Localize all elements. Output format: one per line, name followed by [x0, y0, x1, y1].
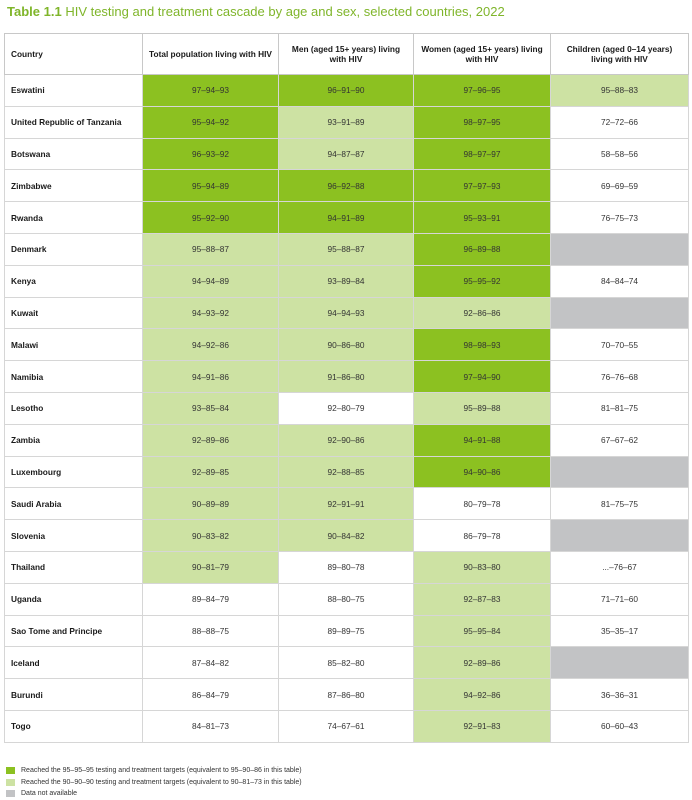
- table-row: [5, 106, 689, 138]
- country-name: Malawi: [5, 329, 143, 361]
- cell-children: 81–75–75: [551, 488, 689, 520]
- table-row: [5, 170, 689, 202]
- cell-children: 72–72–66: [551, 106, 689, 138]
- cell-men: 89–89–75: [279, 615, 414, 647]
- table-row: [5, 233, 689, 265]
- cell-men: 93–91–89: [279, 106, 414, 138]
- table-row: [5, 202, 689, 234]
- cell-women: 97–94–90: [414, 361, 551, 393]
- cell-women: 95–95–84: [414, 615, 551, 647]
- table-row: [5, 392, 689, 424]
- cell-total-population: 90–89–89: [143, 488, 279, 520]
- table-row: [5, 488, 689, 520]
- country-name: Burundi: [5, 679, 143, 711]
- country-name: Togo: [5, 710, 143, 742]
- header-men: Men (aged 15+ years) living with HIV: [279, 34, 414, 75]
- cell-women: 86–79–78: [414, 520, 551, 552]
- cell-children: 58–58–56: [551, 138, 689, 170]
- hiv-cascade-table: [4, 33, 689, 743]
- cell-men: 95–88–87: [279, 233, 414, 265]
- cell-men: 96–91–90: [279, 75, 414, 107]
- cell-children: 71–71–60: [551, 583, 689, 615]
- cell-men: 92–91–91: [279, 488, 414, 520]
- cell-women: 92–89–86: [414, 647, 551, 679]
- cell-women: 92–86–86: [414, 297, 551, 329]
- cell-children: ...–76–67: [551, 551, 689, 583]
- table-row: [5, 138, 689, 170]
- cell-women: 94–92–86: [414, 679, 551, 711]
- legend: [6, 765, 302, 800]
- table-row: [5, 297, 689, 329]
- country-name: Saudi Arabia: [5, 488, 143, 520]
- cell-children: 84–84–74: [551, 265, 689, 297]
- header-children: Children (aged 0–14 years) living with HIV: [551, 34, 689, 75]
- cell-women: 98–98–93: [414, 329, 551, 361]
- table-title-label: Table 1.1: [7, 4, 62, 19]
- cell-women: 94–90–86: [414, 456, 551, 488]
- table-body: [5, 75, 689, 743]
- cell-total-population: 94–92–86: [143, 329, 279, 361]
- country-name: Slovenia: [5, 520, 143, 552]
- cell-children: 76–76–68: [551, 361, 689, 393]
- cell-women: 94–91–88: [414, 424, 551, 456]
- header-women: Women (aged 15+ years) living with HIV: [414, 34, 551, 75]
- cell-children: [551, 233, 689, 265]
- country-name: Botswana: [5, 138, 143, 170]
- cell-women: 95–93–91: [414, 202, 551, 234]
- cell-men: 92–88–85: [279, 456, 414, 488]
- cell-women: 90–83–80: [414, 551, 551, 583]
- cell-total-population: 90–83–82: [143, 520, 279, 552]
- cell-men: 93–89–84: [279, 265, 414, 297]
- cell-total-population: 89–84–79: [143, 583, 279, 615]
- legend-swatch: [6, 790, 15, 797]
- cell-women: 97–97–93: [414, 170, 551, 202]
- legend-swatch: [6, 767, 15, 774]
- cell-children: 95–88–83: [551, 75, 689, 107]
- cell-men: 91–86–80: [279, 361, 414, 393]
- cell-total-population: 95–94–92: [143, 106, 279, 138]
- table-header-row: [5, 34, 689, 75]
- cell-total-population: 86–84–79: [143, 679, 279, 711]
- table-row: [5, 710, 689, 742]
- cell-total-population: 94–93–92: [143, 297, 279, 329]
- cell-women: 98–97–95: [414, 106, 551, 138]
- cell-men: 94–94–93: [279, 297, 414, 329]
- cell-men: 96–92–88: [279, 170, 414, 202]
- cell-children: 81–81–75: [551, 392, 689, 424]
- table-row: [5, 329, 689, 361]
- table-row: [5, 647, 689, 679]
- cell-men: 87–86–80: [279, 679, 414, 711]
- legend-item: [6, 765, 302, 776]
- cell-total-population: 97–94–93: [143, 75, 279, 107]
- cell-total-population: 94–91–86: [143, 361, 279, 393]
- cell-women: 92–91–83: [414, 710, 551, 742]
- cell-total-population: 94–94–89: [143, 265, 279, 297]
- legend-swatch: [6, 779, 15, 786]
- table-row: [5, 679, 689, 711]
- table-row: [5, 456, 689, 488]
- cell-total-population: 96–93–92: [143, 138, 279, 170]
- legend-text: Reached the 90–90–90 testing and treatment targets (equivalent to 90–81–73 in this table): [21, 778, 302, 786]
- country-name: Namibia: [5, 361, 143, 393]
- cell-women: 97–96–95: [414, 75, 551, 107]
- cell-children: [551, 520, 689, 552]
- cell-men: 90–86–80: [279, 329, 414, 361]
- country-name: Thailand: [5, 551, 143, 583]
- country-name: Lesotho: [5, 392, 143, 424]
- cell-children: 67–67–62: [551, 424, 689, 456]
- cell-men: 88–80–75: [279, 583, 414, 615]
- country-name: Kenya: [5, 265, 143, 297]
- cell-children: 69–69–59: [551, 170, 689, 202]
- table-title: [7, 4, 505, 19]
- table-row: [5, 615, 689, 647]
- cell-total-population: 92–89–86: [143, 424, 279, 456]
- cell-men: 94–87–87: [279, 138, 414, 170]
- cell-total-population: 92–89–85: [143, 456, 279, 488]
- cell-men: 74–67–61: [279, 710, 414, 742]
- cell-total-population: 90–81–79: [143, 551, 279, 583]
- country-name: Denmark: [5, 233, 143, 265]
- cell-children: [551, 456, 689, 488]
- cell-men: 90–84–82: [279, 520, 414, 552]
- cell-men: 85–82–80: [279, 647, 414, 679]
- table-row: [5, 551, 689, 583]
- cell-men: 92–90–86: [279, 424, 414, 456]
- table-row: [5, 520, 689, 552]
- cell-total-population: 84–81–73: [143, 710, 279, 742]
- country-name: Uganda: [5, 583, 143, 615]
- cell-children: 35–35–17: [551, 615, 689, 647]
- cell-women: 80–79–78: [414, 488, 551, 520]
- table-row: [5, 424, 689, 456]
- legend-text: Data not available: [21, 790, 78, 797]
- header-total-population: Total population living with HIV: [143, 34, 279, 75]
- country-name: Eswatini: [5, 75, 143, 107]
- country-name: Zimbabwe: [5, 170, 143, 202]
- cell-total-population: 95–88–87: [143, 233, 279, 265]
- cell-children: 70–70–55: [551, 329, 689, 361]
- cell-children: 36–36–31: [551, 679, 689, 711]
- cell-children: 60–60–43: [551, 710, 689, 742]
- country-name: Kuwait: [5, 297, 143, 329]
- cell-children: 76–75–73: [551, 202, 689, 234]
- table-row: [5, 361, 689, 393]
- country-name: Iceland: [5, 647, 143, 679]
- cell-women: 98–97–97: [414, 138, 551, 170]
- cell-children: [551, 647, 689, 679]
- cell-total-population: 87–84–82: [143, 647, 279, 679]
- country-name: Zambia: [5, 424, 143, 456]
- legend-item: [6, 788, 302, 799]
- cell-men: 94–91–89: [279, 202, 414, 234]
- legend-item: [6, 777, 302, 788]
- country-name: Sao Tome and Principe: [5, 615, 143, 647]
- table-row: [5, 583, 689, 615]
- cell-women: 96–89–88: [414, 233, 551, 265]
- table-title-text: HIV testing and treatment cascade by age and sex, selected countries, 2022: [65, 4, 505, 19]
- header-country: Country: [5, 34, 143, 75]
- country-name: Luxembourg: [5, 456, 143, 488]
- cell-women: 95–89–88: [414, 392, 551, 424]
- table-row: [5, 75, 689, 107]
- cell-total-population: 88–88–75: [143, 615, 279, 647]
- cell-total-population: 95–92–90: [143, 202, 279, 234]
- country-name: Rwanda: [5, 202, 143, 234]
- legend-text: Reached the 95–95–95 testing and treatment targets (equivalent to 95–90–86 in this table): [21, 767, 302, 774]
- cell-total-population: 95–94–89: [143, 170, 279, 202]
- country-name: United Republic of Tanzania: [5, 106, 143, 138]
- cell-women: 95–95–92: [414, 265, 551, 297]
- cell-women: 92–87–83: [414, 583, 551, 615]
- cell-men: 89–80–78: [279, 551, 414, 583]
- cell-total-population: 93–85–84: [143, 392, 279, 424]
- table-row: [5, 265, 689, 297]
- cell-children: [551, 297, 689, 329]
- cell-men: 92–80–79: [279, 392, 414, 424]
